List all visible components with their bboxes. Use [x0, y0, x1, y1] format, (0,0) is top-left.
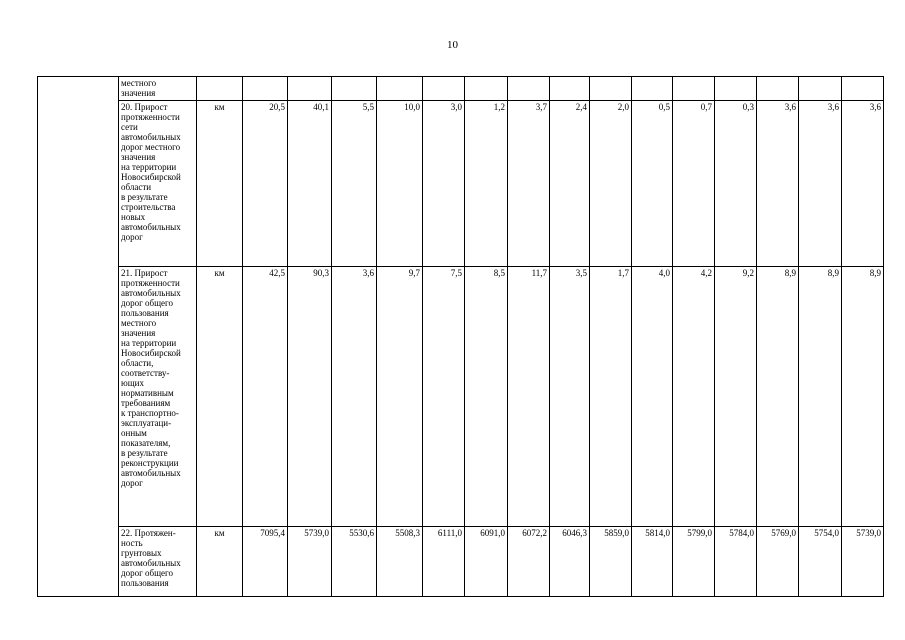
value-cell: 3,0	[423, 101, 465, 267]
value-cell: 3,6	[757, 101, 799, 267]
table-row	[38, 77, 884, 101]
value-cell: 6072,2	[508, 527, 550, 597]
value-cell: 5769,0	[757, 527, 799, 597]
value-cell: 20,5	[243, 101, 288, 267]
indicators-table	[37, 76, 884, 597]
value-cell: 5754,0	[799, 527, 842, 597]
value-cell: 8,9	[757, 267, 799, 527]
value-cell: 1,2	[465, 101, 508, 267]
value-cell: 3,6	[842, 101, 884, 267]
value-cell: 8,9	[842, 267, 884, 527]
value-cell	[715, 77, 757, 101]
indicator-label: 20. Прирост протяженности сети автомобильных дорог местного значения на территории Новосибирской области в результате строительства новых автомобильных дорог	[119, 101, 197, 267]
value-cell	[508, 77, 550, 101]
value-cell	[332, 77, 377, 101]
value-cell: 3,5	[550, 267, 590, 527]
row-group-cell	[38, 101, 119, 267]
indicator-label: местного значения	[119, 77, 197, 101]
value-cell	[757, 77, 799, 101]
row-group-cell	[38, 527, 119, 597]
value-cell	[288, 77, 332, 101]
page-number: 10	[447, 39, 458, 51]
value-cell	[550, 77, 590, 101]
value-cell	[377, 77, 423, 101]
value-cell: 0,7	[673, 101, 715, 267]
value-cell	[590, 77, 632, 101]
value-cell: 5739,0	[288, 527, 332, 597]
value-cell: 7,5	[423, 267, 465, 527]
unit-cell: км	[197, 527, 243, 597]
value-cell	[673, 77, 715, 101]
indicator-label: 21. Прирост протяженности автомобильных дорог общего пользования местного значения на территории Новосибирской области, соответству- ющих нормативным требованиям к транспортно- эксплуатаци- онным показателям, в результате реконструкции автомобильных дорог	[119, 267, 197, 527]
value-cell: 0,5	[632, 101, 673, 267]
value-cell	[243, 77, 288, 101]
value-cell: 9,2	[715, 267, 757, 527]
value-cell: 7095,4	[243, 527, 288, 597]
value-cell	[632, 77, 673, 101]
unit-cell: км	[197, 101, 243, 267]
value-cell: 3,6	[799, 101, 842, 267]
value-cell: 6111,0	[423, 527, 465, 597]
row-group-cell	[38, 77, 119, 101]
value-cell	[842, 77, 884, 101]
value-cell	[799, 77, 842, 101]
value-cell: 90,3	[288, 267, 332, 527]
value-cell: 4,0	[632, 267, 673, 527]
table-row	[38, 267, 884, 527]
unit-cell	[197, 77, 243, 101]
value-cell: 5799,0	[673, 527, 715, 597]
value-cell: 4,2	[673, 267, 715, 527]
value-cell: 5,5	[332, 101, 377, 267]
value-cell: 5739,0	[842, 527, 884, 597]
value-cell: 3,7	[508, 101, 550, 267]
value-cell: 5530,6	[332, 527, 377, 597]
value-cell	[465, 77, 508, 101]
value-cell: 9,7	[377, 267, 423, 527]
indicator-label: 22. Протяжен- ность грунтовых автомобильных дорог общего пользования	[119, 527, 197, 597]
value-cell: 5859,0	[590, 527, 632, 597]
table-row	[38, 101, 884, 267]
table-row	[38, 527, 884, 597]
value-cell	[423, 77, 465, 101]
value-cell: 5508,3	[377, 527, 423, 597]
value-cell: 0,3	[715, 101, 757, 267]
value-cell: 40,1	[288, 101, 332, 267]
value-cell: 6091,0	[465, 527, 508, 597]
row-group-cell	[38, 267, 119, 527]
unit-cell: км	[197, 267, 243, 527]
value-cell: 2,4	[550, 101, 590, 267]
value-cell: 5784,0	[715, 527, 757, 597]
value-cell: 42,5	[243, 267, 288, 527]
value-cell: 5814,0	[632, 527, 673, 597]
value-cell: 11,7	[508, 267, 550, 527]
value-cell: 6046,3	[550, 527, 590, 597]
value-cell: 8,5	[465, 267, 508, 527]
value-cell: 3,6	[332, 267, 377, 527]
value-cell: 2,0	[590, 101, 632, 267]
value-cell: 10,0	[377, 101, 423, 267]
value-cell: 8,9	[799, 267, 842, 527]
value-cell: 1,7	[590, 267, 632, 527]
